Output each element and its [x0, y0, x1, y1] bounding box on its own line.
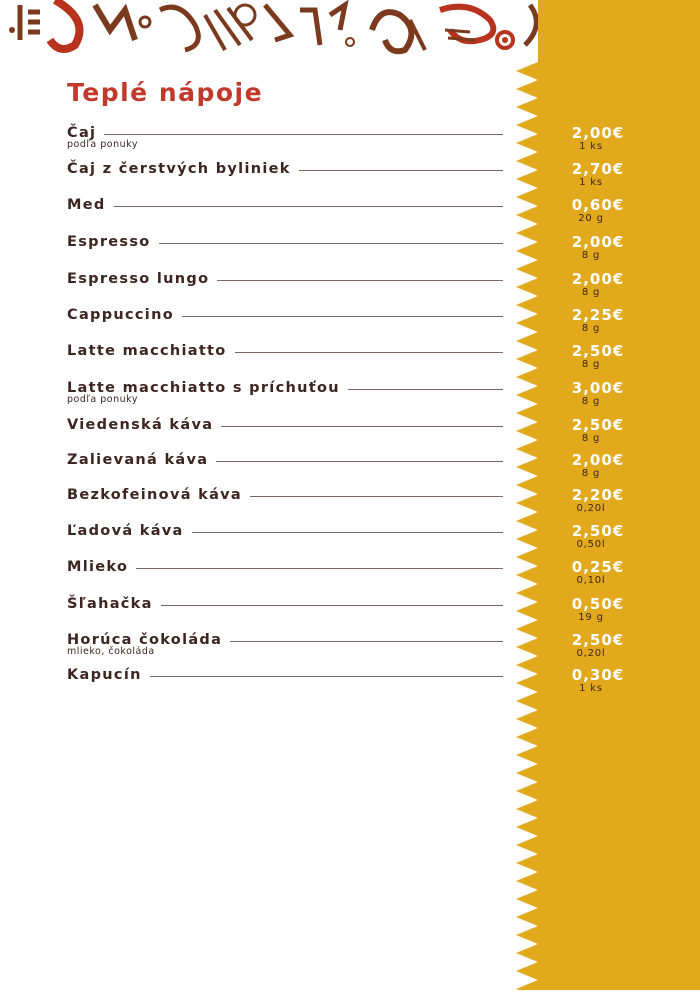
item-name: Zalievaná káva [67, 452, 209, 468]
item-name: Čaj z čerstvých byliniek [67, 161, 291, 177]
item-name: Bezkofeinová káva [67, 487, 242, 503]
item-price: 2,00€ [571, 233, 625, 251]
item-unit: 8 g [581, 323, 601, 334]
leader-line [216, 461, 503, 462]
leader-line [161, 605, 503, 606]
item-name: Ľadová káva [67, 523, 184, 539]
item-price: 0,25€ [571, 558, 625, 576]
leader-line [159, 243, 503, 244]
item-name: Šľahačka [67, 596, 153, 612]
leader-line [114, 206, 503, 207]
item-name: Espresso lungo [67, 271, 210, 287]
item-note: podľa ponuky [67, 139, 138, 150]
item-name: Kapucín [67, 667, 142, 683]
item-price: 2,50€ [571, 416, 625, 434]
menu-item [0, 522, 700, 558]
item-price: 2,50€ [571, 631, 625, 649]
item-unit: 8 g [581, 359, 601, 370]
item-price: 2,50€ [571, 342, 625, 360]
leader-line [136, 568, 503, 569]
item-unit: 1 ks [579, 177, 603, 188]
item-name: Espresso [67, 234, 151, 250]
item-price: 3,00€ [571, 379, 625, 397]
menu-item [0, 196, 700, 232]
item-price: 2,00€ [571, 270, 625, 288]
menu-item [0, 666, 700, 702]
item-price: 2,00€ [571, 451, 625, 469]
item-unit: 8 g [581, 433, 601, 444]
menu-item [0, 160, 700, 196]
item-name: Latte macchiatto [67, 343, 227, 359]
item-price: 2,00€ [571, 124, 625, 142]
page-title: Teplé nápoje [67, 78, 264, 107]
menu-item [0, 416, 700, 452]
item-unit: 8 g [581, 396, 601, 407]
menu-item [0, 124, 700, 160]
leader-line [182, 316, 503, 317]
item-name: Viedenská káva [67, 417, 214, 433]
menu-item [0, 558, 700, 594]
menu-item [0, 233, 700, 269]
leader-line [217, 280, 503, 281]
item-note: podľa ponuky [67, 394, 138, 405]
item-unit: 19 g [578, 612, 604, 623]
item-name: Cappuccino [67, 307, 174, 323]
item-price: 2,20€ [571, 486, 625, 504]
item-unit: 0,50l [576, 539, 606, 550]
item-unit: 8 g [581, 250, 601, 261]
item-name: Horúca čokoláda [67, 632, 223, 648]
item-unit: 0,20l [576, 503, 606, 514]
leader-line [250, 496, 503, 497]
leader-line [299, 170, 503, 171]
menu-item [0, 306, 700, 342]
item-price: 2,70€ [571, 160, 625, 178]
menu-item [0, 486, 700, 522]
item-price: 0,50€ [571, 595, 625, 613]
leader-line [221, 426, 503, 427]
item-unit: 20 g [578, 213, 604, 224]
leader-line [192, 532, 503, 533]
item-price: 2,25€ [571, 306, 625, 324]
item-price: 0,30€ [571, 666, 625, 684]
menu-item [0, 595, 700, 631]
item-price: 0,60€ [571, 196, 625, 214]
item-name: Latte macchiatto s príchuťou [67, 380, 340, 396]
item-price: 2,50€ [571, 522, 625, 540]
item-unit: 0,20l [576, 648, 606, 659]
leader-line [150, 676, 503, 677]
item-unit: 1 ks [579, 141, 603, 152]
leader-line [104, 134, 503, 135]
item-unit: 8 g [581, 287, 601, 298]
item-name: Mlieko [67, 559, 129, 575]
leader-line [348, 389, 503, 390]
item-name: Med [67, 197, 106, 213]
leader-line [235, 352, 503, 353]
item-note: mlieko, čokoláda [67, 646, 155, 657]
item-unit: 1 ks [579, 683, 603, 694]
menu-item [0, 631, 700, 667]
menu-item [0, 342, 700, 378]
menu-item [0, 270, 700, 306]
leader-line [230, 641, 503, 642]
item-unit: 8 g [581, 468, 601, 479]
item-name: Čaj [67, 125, 97, 141]
menu-item [0, 451, 700, 487]
menu-item [0, 379, 700, 415]
item-unit: 0,10l [576, 575, 606, 586]
